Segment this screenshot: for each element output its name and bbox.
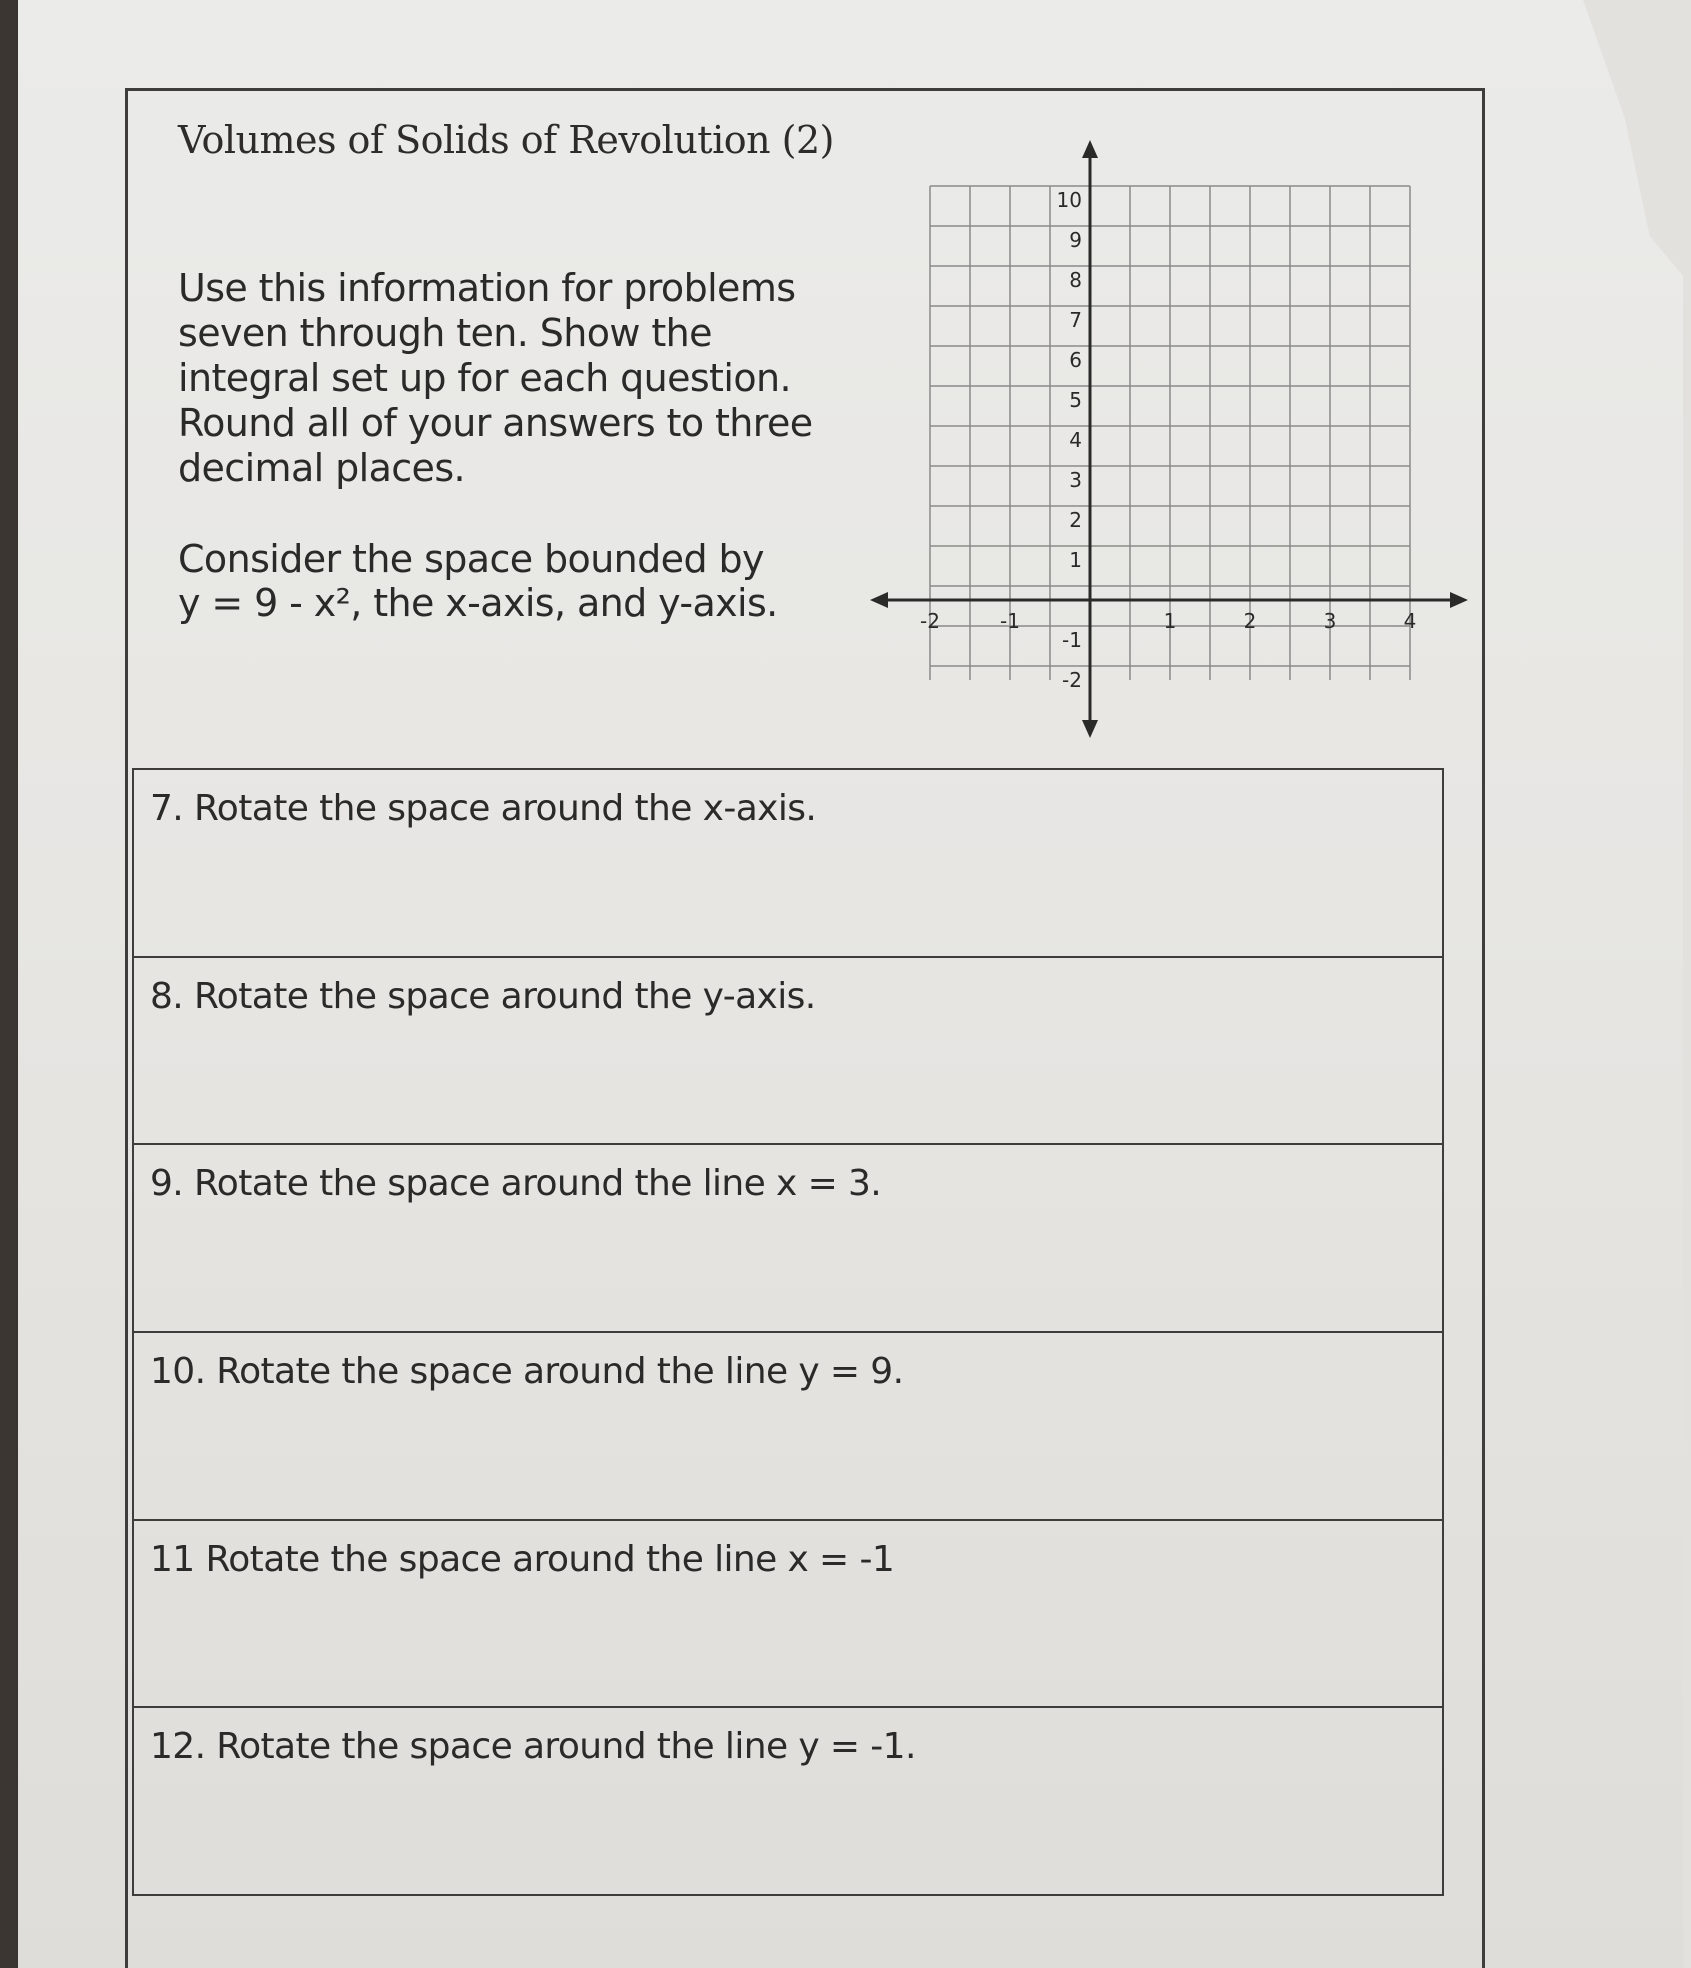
y-tick-label: 10 <box>1056 188 1082 212</box>
region-line: Consider the space bounded by <box>178 537 764 581</box>
problem-7-text: 7. Rotate the space around the x-axis. <box>150 788 817 829</box>
instruction-line: integral set up for each question. <box>178 356 791 400</box>
instruction-line: decimal places. <box>178 446 466 490</box>
problem-row <box>134 1521 1442 1709</box>
problem-row <box>134 770 1442 958</box>
y-tick-label: -1 <box>1062 628 1082 652</box>
problem-12-text: 12. Rotate the space around the line y = -1. <box>150 1726 916 1768</box>
problem-row <box>134 958 1442 1146</box>
x-axis-arrow-left <box>870 592 888 608</box>
problem-8-text: 8. Rotate the space around the y-axis. <box>150 975 816 1017</box>
y-tick-label: 5 <box>1069 388 1082 412</box>
y-tick-label: 2 <box>1069 508 1082 532</box>
y-tick-label: 8 <box>1069 268 1082 292</box>
problem-row <box>134 1708 1442 1894</box>
y-tick-label: 4 <box>1069 428 1082 452</box>
y-tick-label: -2 <box>1062 668 1082 692</box>
y-tick-label: 3 <box>1069 468 1082 492</box>
x-tick-label: -1 <box>1000 609 1020 633</box>
y-tick-label: 6 <box>1069 348 1082 372</box>
x-tick-label: 4 <box>1403 609 1417 633</box>
problem-10-text: 10. Rotate the space around the line y = 9. <box>150 1351 904 1393</box>
instructions <box>178 266 858 491</box>
coordinate-grid <box>870 140 1470 740</box>
problem-row <box>134 1333 1442 1521</box>
region-description <box>178 537 798 625</box>
region-line: y = 9 - x², the x-axis, and y-axis. <box>178 581 778 625</box>
problem-row <box>134 1145 1442 1333</box>
y-axis-arrow-up <box>1082 140 1098 158</box>
y-axis-arrow-down <box>1082 720 1098 738</box>
x-tick-label: 1 <box>1163 609 1177 633</box>
instruction-line: Use this information for problems <box>178 266 796 310</box>
x-tick-label: 2 <box>1243 609 1257 633</box>
x-tick-label: -2 <box>920 609 940 633</box>
x-axis-arrow-right <box>1450 592 1468 608</box>
y-tick-label: 7 <box>1069 308 1082 332</box>
problem-11-text: 11 Rotate the space around the line x = -1 <box>150 1538 895 1580</box>
worksheet-title: Volumes of Solids of Revolution (2) <box>178 118 834 162</box>
problems-table <box>132 768 1444 1896</box>
problem-9-text: 9. Rotate the space around the line x = 3. <box>150 1163 882 1205</box>
instruction-line: seven through ten. Show the <box>178 311 712 355</box>
x-tick-label: 3 <box>1323 609 1337 633</box>
coordinate-grid-svg <box>870 140 1470 740</box>
instruction-line: Round all of your answers to three <box>178 401 813 445</box>
y-tick-label: 1 <box>1069 548 1082 572</box>
y-tick-label: 9 <box>1069 228 1082 252</box>
